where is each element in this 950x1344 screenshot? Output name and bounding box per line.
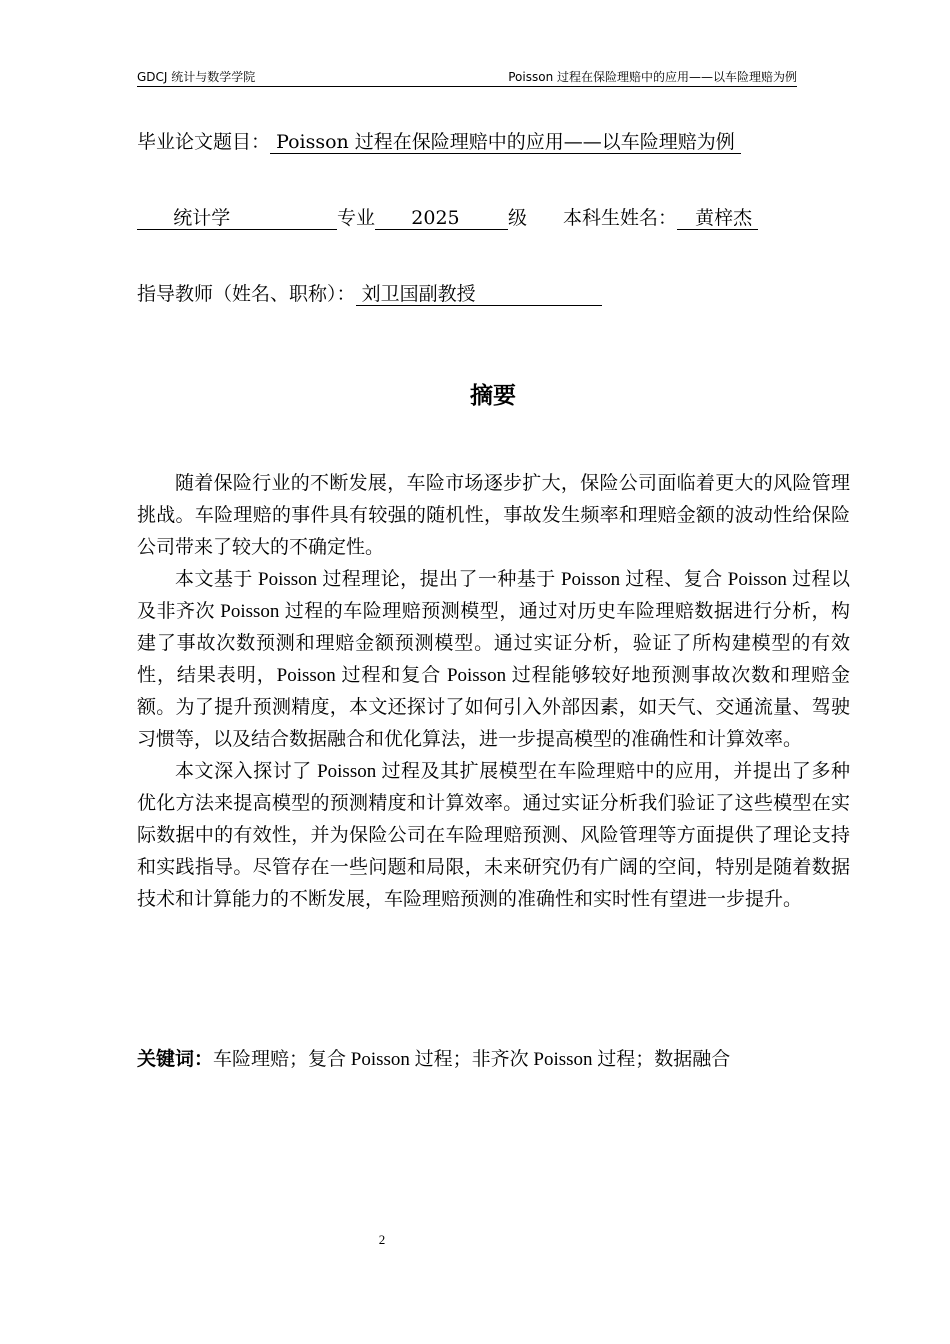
page-number: 2 [378,1232,386,1247]
student-label: 本科生姓名： [563,207,678,229]
running-header [137,70,797,87]
abstract-body [137,468,850,916]
advisor-label: 指导教师（姓名、职称）： [137,283,356,305]
header-thesis-title: Poisson 过程在保险理赔中的应用——以车险理赔为例 [508,70,797,84]
major-line [137,206,758,230]
keywords-line [137,1044,850,1075]
advisor-value: 刘卫国副教授 [356,283,602,306]
keywords-value: 车险理赔；复合 Poisson 过程；非齐次 Poisson 过程；数据融合 [213,1049,731,1070]
thesis-title-value: Poisson 过程在保险理赔中的应用——以车险理赔为例 [270,131,741,154]
advisor-line [137,282,602,306]
major-value: 统计学 [137,207,337,230]
major-label: 专业 [337,207,376,229]
keywords-label: 关键词： [137,1048,214,1070]
abstract-paragraph-2: 本文基于 Poisson 过程理论，提出了一种基于 Poisson 过程、复合 Poisson 过程以及非齐次 Poisson 过程的车险理赔预测模型，通过对历史车险理赔数据进行分析，构建了事故次数预测和理赔金额预测模型。通过实证分析，验证了所构建模型的有效性，结果表明，Poisson 过程和复合 Poisson 过程能够较好地预测事故次数和理赔金额。为了提升预测精度，本文还探讨了如何引入外部因素，如天气、交通流量、驾驶习惯等，以及结合数据融合和优化算法，进一步提高模型的准确性和计算效率。 [137,569,850,750]
abstract-heading: 摘要 [470,383,516,409]
grade-value: 2025 [375,207,508,230]
thesis-title-line [137,130,741,154]
student-name-value: 黄梓杰 [677,207,758,230]
abstract-paragraph-3: 本文深入探讨了 Poisson 过程及其扩展模型在车险理赔中的应用，并提出了多种优化方法来提高模型的预测精度和计算效率。通过实证分析我们验证了这些模型在实际数据中的有效性，并为保险公司在车险理赔预测、风险管理等方面提供了理论支持和实践指导。尽管存在一些问题和局限，未来研究仍有广阔的空间，特别是随着数据技术和计算能力的不断发展，车险理赔预测的准确性和实时性有望进一步提升。 [137,761,850,910]
thesis-title-label: 毕业论文题目： [137,131,271,153]
header-institution: GDCJ 统计与数学学院 [137,70,256,84]
abstract-paragraph-1: 随着保险行业的不断发展，车险市场逐步扩大，保险公司面临着更大的风险管理挑战。车险理赔的事件具有较强的随机性，事故发生频率和理赔金额的波动性给保险公司带来了较大的不确定性。 [137,473,850,558]
grade-label: 级 [508,207,528,229]
